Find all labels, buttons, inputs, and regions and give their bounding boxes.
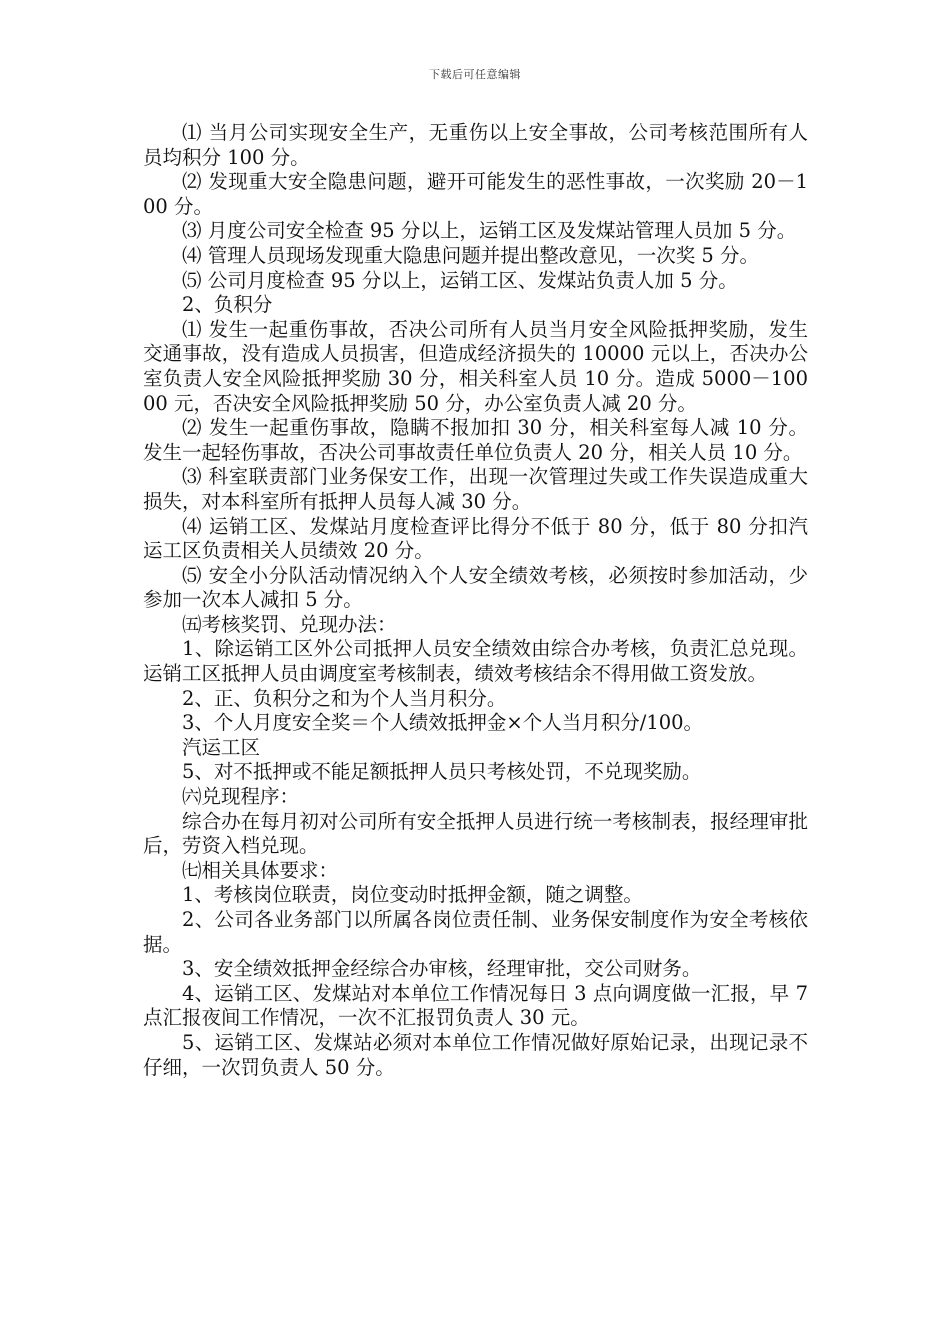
section-heading-requirements: ㈦相关具体要求： <box>182 858 339 882</box>
paragraph-assessment-5: 5、对不抵押或不能足额抵押人员只考核处罚，不兑现奖励。 <box>182 760 702 784</box>
paragraph-reward-3: ⑶ 月度公司安全检查 95 分以上，运销工区及发煤站管理人员加 5 分。 <box>182 219 797 243</box>
document-body <box>143 121 808 1080</box>
paragraph-assessment-4: 汽运工区 <box>182 735 261 759</box>
paragraph-penalty-4: ⑷ 运销工区、发煤站月度检查评比得分不低于 80 分，低于 80 分扣汽运工区负责相关人员绩效 20 分。 <box>143 514 808 563</box>
paragraph-requirement-3: 3、安全绩效抵押金经综合办审核，经理审批，交公司财务。 <box>182 957 702 981</box>
paragraph-reward-2: ⑵ 发现重大安全隐患问题，避开可能发生的恶性事故，一次奖励 20－100 分。 <box>143 170 808 218</box>
page-header-note: 下载后可任意编辑 <box>429 68 521 81</box>
paragraph-assessment-2: 2、正、负积分之和为个人当月积分。 <box>182 686 507 710</box>
section-heading-procedure: ㈥兑现程序： <box>182 785 300 809</box>
paragraph-reward-1: ⑴ 当月公司实现安全生产，无重伤以上安全事故，公司考核范围所有人员均积分 100 分。 <box>143 121 808 169</box>
paragraph-penalty-2: ⑵ 发生一起重伤事故，隐瞒不报加扣 30 分，相关科室每人减 10 分。发生一起轻伤事故，否决公司事故责任单位负责人 20 分，相关人员 10 分。 <box>143 416 808 464</box>
paragraph-requirement-2: 2、公司各业务部门以所属各岗位责任制、业务保安制度作为安全考核依据。 <box>143 908 808 956</box>
paragraph-assessment-1: 1、除运销工区外公司抵押人员安全绩效由综合办考核，负责汇总兑现。运销工区抵押人员由调度室考核制表，绩效考核结余不得用做工资发放。 <box>143 637 808 686</box>
section-heading-assessment: ㈤考核奖罚、兑现办法： <box>182 612 397 636</box>
paragraph-penalty-1: ⑴ 发生一起重伤事故，否决公司所有人员当月安全风险抵押奖励，发生交通事故，没有造成人员损害，但造成经济损失的 10000 元以上，否决办公室负责人安全风险抵押奖励 30 分，相关科室人员 10 分。造成 5000－10000 元，否决安全风险抵押奖励 50 分，办公室负责人减 20 分。 <box>143 317 808 415</box>
paragraph-penalty-5: ⑸ 安全小分队活动情况纳入个人安全绩效考核，必须按时参加活动，少参加一次本人减扣 5 分。 <box>143 563 808 612</box>
paragraph-reward-4: ⑷ 管理人员现场发现重大隐患问题并提出整改意见，一次奖 5 分。 <box>182 243 760 267</box>
section-heading-negative-points: 2、负积分 <box>182 293 273 317</box>
paragraph-assessment-3: 3、个人月度安全奖＝个人绩效抵押金×个人当月积分/100。 <box>182 711 704 735</box>
paragraph-requirement-4: 4、运销工区、发煤站对本单位工作情况每日 3 点向调度做一汇报，早 7 点汇报夜间工作情况，一次不汇报罚负责人 30 元。 <box>143 981 808 1030</box>
paragraph-penalty-3: ⑶ 科室联责部门业务保安工作，出现一次管理过失或工作失误造成重大损失，对本科室所有抵押人员每人减 30 分。 <box>143 465 808 513</box>
paragraph-requirement-1: 1、考核岗位联责，岗位变动时抵押金额，随之调整。 <box>182 883 643 907</box>
paragraph-procedure: 综合办在每月初对公司所有安全抵押人员进行统一考核制表，报经理审批后，劳资入档兑现。 <box>143 809 808 858</box>
paragraph-reward-5: ⑸ 公司月度检查 95 分以上，运销工区、发煤站负责人加 5 分。 <box>182 268 738 292</box>
paragraph-requirement-5: 5、运销工区、发煤站必须对本单位工作情况做好原始记录，出现记录不仔细，一次罚负责人 50 分。 <box>143 1030 808 1079</box>
